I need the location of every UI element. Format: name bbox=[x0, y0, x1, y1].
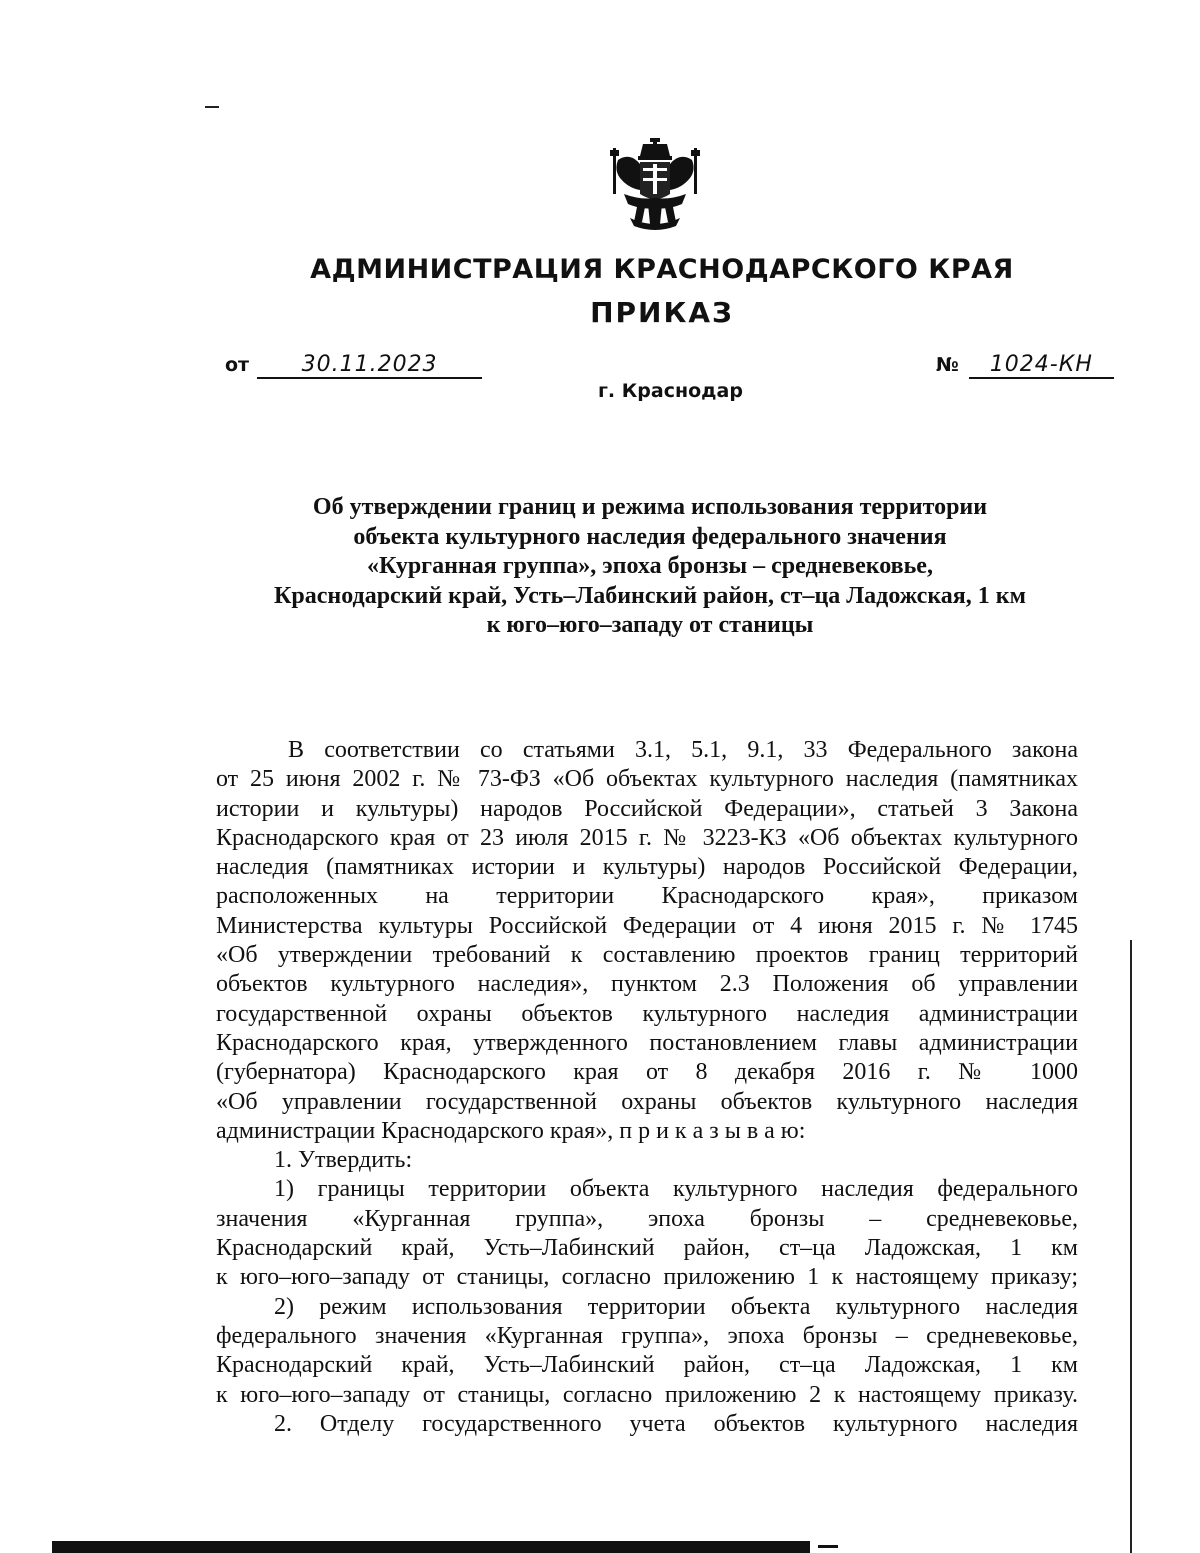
body-line: федерального значения «Курганная группа», эпоха бронзы – средневековье, bbox=[216, 1322, 1078, 1349]
body-line: Краснодарского края, утвержденного постановлением главы администрации bbox=[216, 1029, 1078, 1056]
body-line: Краснодарский край, Усть–Лабинский район, ст–ца Ладожская, 1 км bbox=[216, 1235, 1078, 1262]
krasnodar-coat-of-arms-icon bbox=[610, 138, 700, 230]
body-line: Министерства культуры Российской Федерации от 4 июня 2015 г. № 1745 bbox=[216, 912, 1078, 939]
scan-bottom-dash bbox=[818, 1545, 838, 1548]
body-line: истории и культуры) народов Российской Федерации», статьей 3 Закона bbox=[216, 795, 1078, 822]
body-line: к юго–юго–западу от станицы, согласно приложению 2 к настоящему приказу. bbox=[216, 1381, 1078, 1408]
body-line: объектов культурного наследия», пунктом 2.3 Положения об управлении bbox=[216, 971, 1078, 998]
scan-edge-line bbox=[1130, 940, 1132, 1553]
title-line: «Курганная группа», эпоха бронзы – средневековье, bbox=[367, 553, 933, 579]
number-value: 1024-КН bbox=[969, 353, 1114, 379]
organization-name: АДМИНИСТРАЦИЯ КРАСНОДАРСКОГО КРАЯ bbox=[310, 254, 1014, 285]
body-line: В соответствии со статьями 3.1, 5.1, 9.1, 33 Федерального закона bbox=[288, 737, 1078, 763]
body-line: Краснодарского края от 23 июля 2015 г. № 3223-КЗ «Об объектах культурного bbox=[216, 824, 1078, 851]
scan-bottom-bar bbox=[52, 1541, 810, 1553]
body-line: государственной охраны объектов культурного наследия администрации bbox=[216, 1000, 1078, 1027]
title-line: Краснодарский край, Усть–Лабинский район, ст–ца Ладожская, 1 км bbox=[274, 582, 1026, 609]
date-value: 30.11.2023 bbox=[257, 353, 482, 379]
title-line: объекта культурного наследия федерального значения bbox=[353, 523, 947, 550]
body-line: от 25 июня 2002 г. № 73-ФЗ «Об объектах культурного наследия (памятниках bbox=[216, 766, 1078, 793]
body-line: 2. Отделу государственного учета объектов культурного наследия bbox=[274, 1410, 1078, 1437]
city-label: г. Краснодар bbox=[598, 380, 743, 402]
body-line: «Об управлении государственной охраны объектов культурного наследия bbox=[216, 1088, 1078, 1115]
document-type: ПРИКАЗ bbox=[590, 296, 734, 329]
body-line: расположенных на территории Краснодарского края», приказом bbox=[216, 883, 1078, 910]
body-line: «Об утверждении требований к составлению проектов границ территорий bbox=[216, 942, 1078, 969]
date-field bbox=[225, 353, 482, 379]
body-line: значения «Курганная группа», эпоха бронзы – средневековье, bbox=[216, 1205, 1078, 1232]
body-line: администрации Краснодарского края», п р и к а з ы в а ю: bbox=[216, 1117, 806, 1144]
body-line: (губернатора) Краснодарского края от 8 декабря 2016 г. № 1000 bbox=[216, 1059, 1078, 1086]
body-line: 2) режим использования территории объекта культурного наследия bbox=[274, 1293, 1078, 1320]
number-field bbox=[936, 353, 1114, 379]
document-title bbox=[200, 493, 1100, 641]
body-line: 1) границы территории объекта культурного наследия федерального bbox=[274, 1176, 1078, 1203]
body-line: 1. Утвердить: bbox=[274, 1147, 413, 1174]
number-prefix-label: № bbox=[936, 354, 959, 376]
body-line: Краснодарский край, Усть–Лабинский район, ст–ца Ладожская, 1 км bbox=[216, 1352, 1078, 1379]
title-line: к юго–юго–западу от станицы bbox=[486, 612, 814, 638]
date-prefix-label: от bbox=[225, 354, 250, 376]
title-line: Об утверждении границ и режима использования территории bbox=[312, 494, 988, 520]
scan-artifact-dash bbox=[205, 106, 219, 108]
body-line: наследия (памятниках истории и культуры) народов Российской Федерации, bbox=[216, 854, 1078, 881]
document-body bbox=[216, 736, 1078, 1439]
body-line: к юго–юго–западу от станицы, согласно приложению 1 к настоящему приказу; bbox=[216, 1264, 1078, 1291]
